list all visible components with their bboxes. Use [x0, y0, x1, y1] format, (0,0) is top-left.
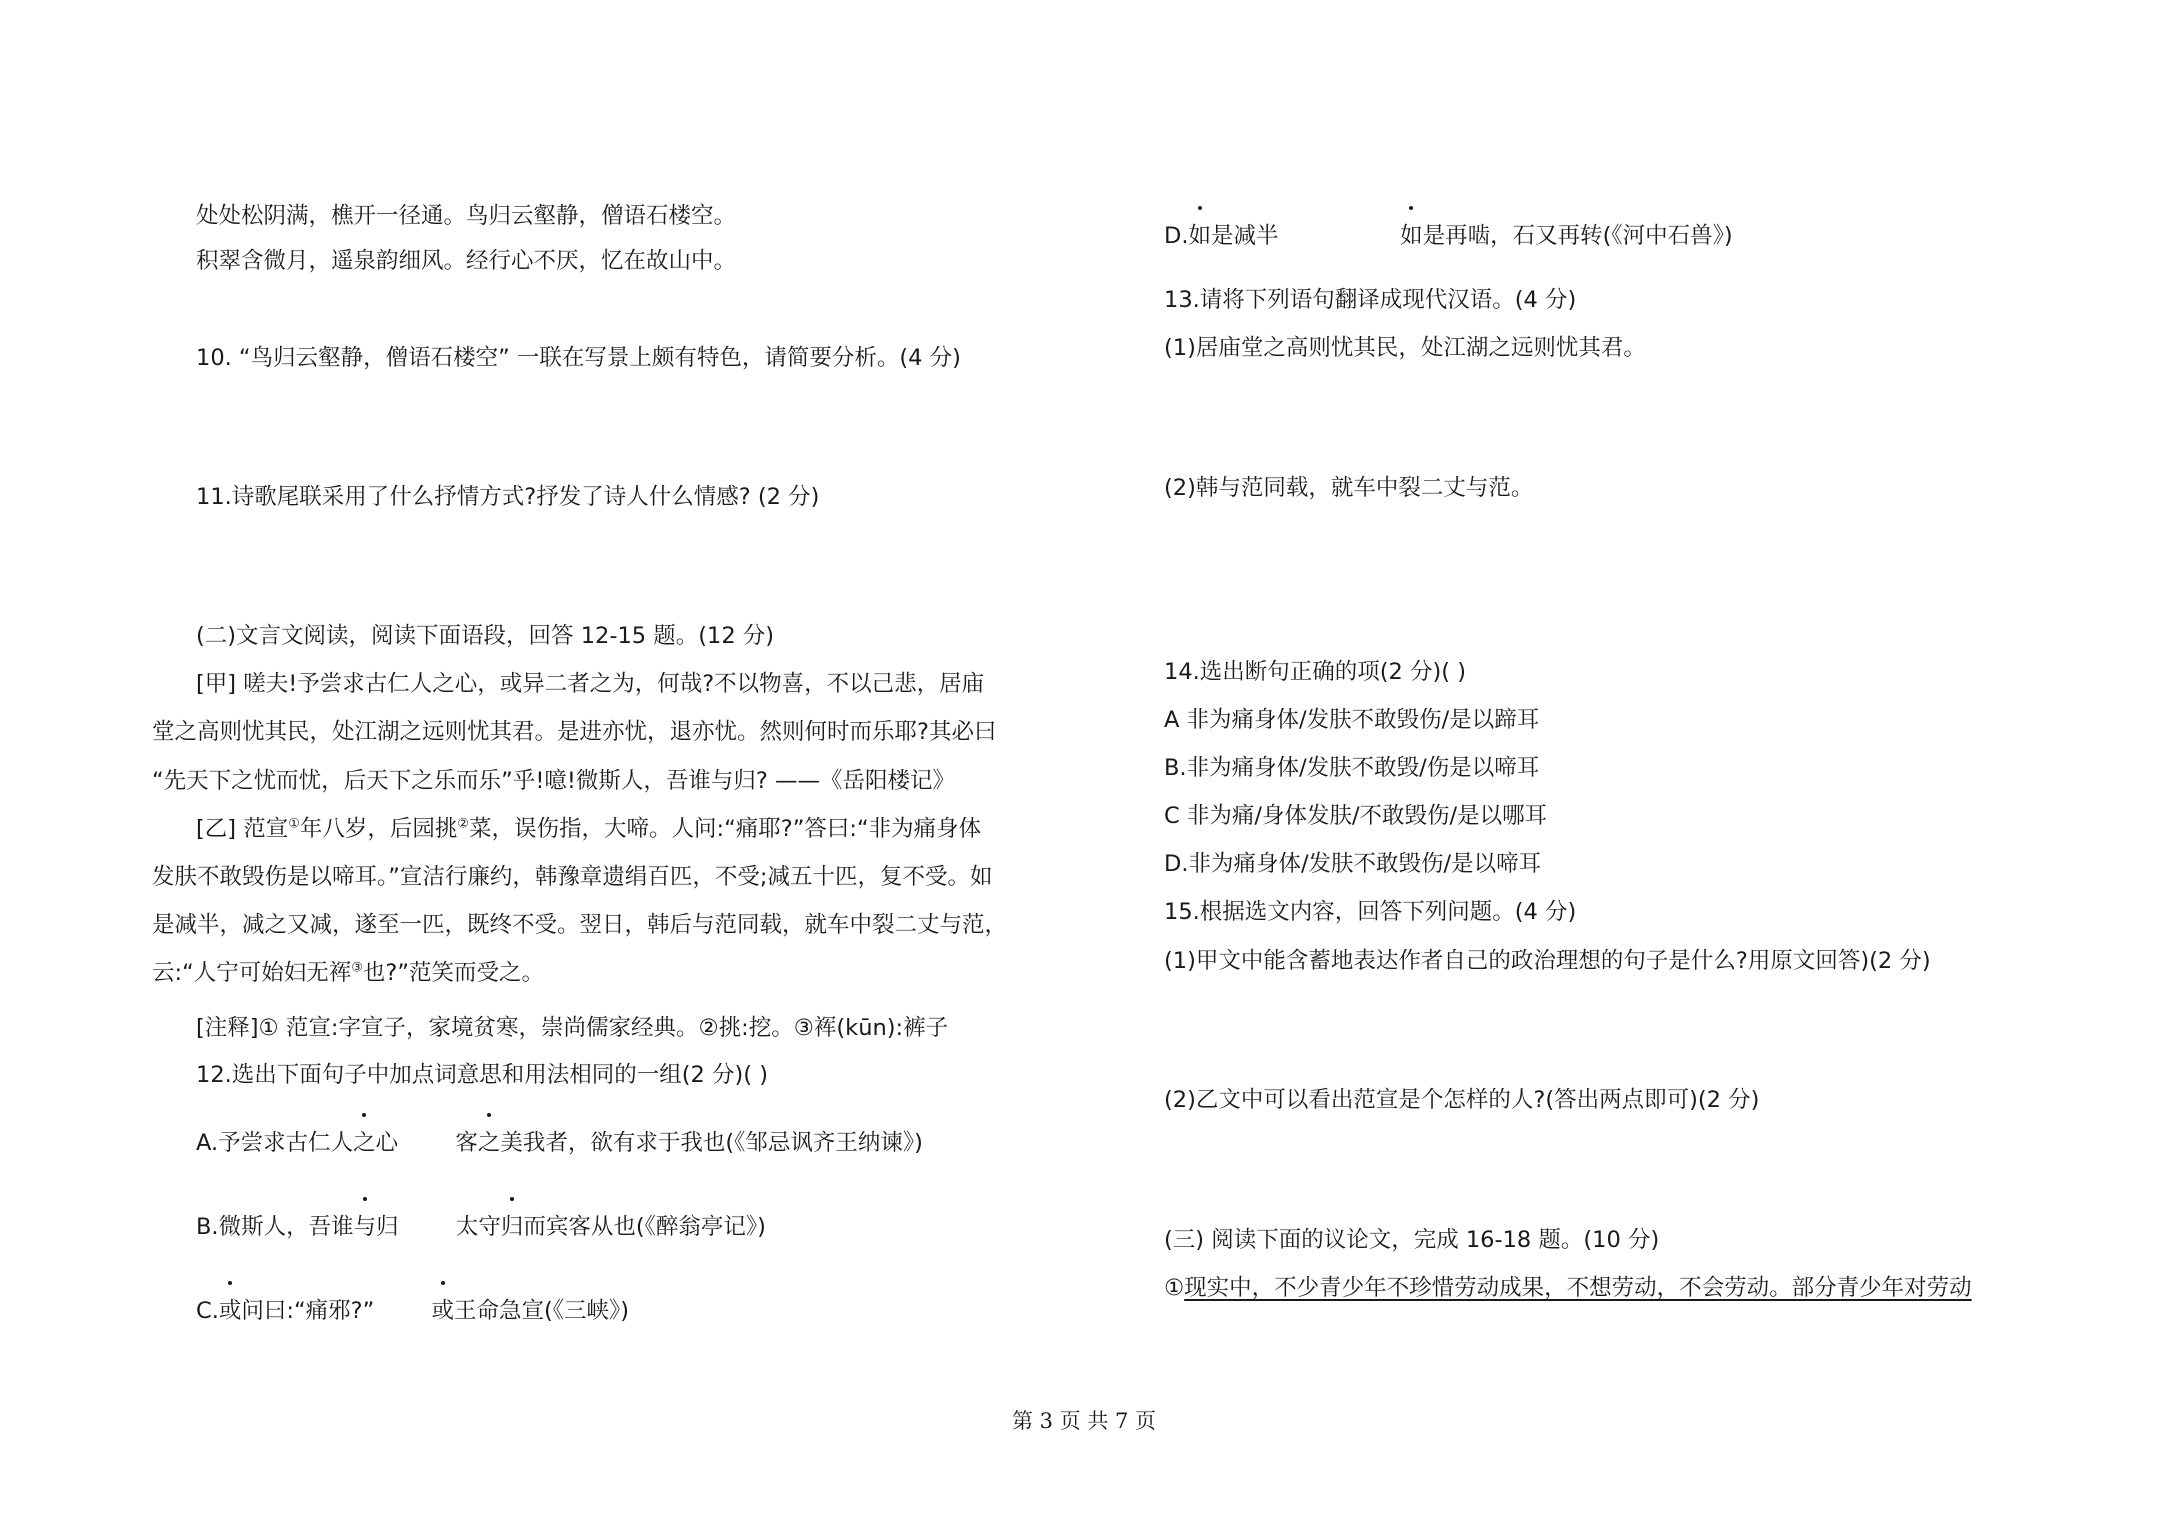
poem-line-1: 处处松阴满，樵开一径通。鸟归云壑静，僧语石楼空。 [196, 203, 737, 229]
question-14: 14.选出断句正确的项(2 分)( ) [1164, 659, 1467, 685]
passage-jia-line-2: 堂之高则忧其民，处江湖之远则忧其君。是进亦忧，退亦忧。然则何时而乐耶?其必曰 [152, 719, 997, 745]
passage-yi-line-4: 云:“人宁可始妇无裈③也?”范笑而受之。 [152, 960, 545, 986]
essay-paragraph-1: ①现实中，不少青少年不珍惜劳动成果，不想劳动，不会劳动。部分青少年对劳动 [1164, 1275, 1972, 1301]
emphasized-char: 如 [1400, 223, 1423, 249]
footnote-marker: ③ [351, 960, 363, 976]
emphasized-char: 或 [218, 1298, 242, 1324]
section-2-heading: (二)文言文阅读，阅读下面语段，回答 12-15 题。(12 分) [196, 623, 775, 649]
question-13-part-1: (1)居庙堂之高则忧其民，处江湖之远则忧其君。 [1164, 335, 1646, 361]
question-15-part-2: (2)乙文中可以看出范宣是个怎样的人?(答出两点即可)(2 分) [1164, 1087, 1760, 1113]
option-c: C.或问曰:“痛邪?” 或王命急宣(《三峡》) [196, 1298, 630, 1324]
question-15-part-1: (1)甲文中能含蓄地表达作者自己的政治理想的句子是什么?用原文回答)(2 分) [1164, 948, 1931, 974]
section-3-heading: (三) 阅读下面的议论文，完成 16-18 题。(10 分) [1164, 1227, 1660, 1253]
annotation-note: [注释]① 范宣:字宣子，家境贫寒，崇尚儒家经典。②挑:挖。③裈(kūn):裤子 [196, 1015, 949, 1041]
page-number: 第 3 页 共 7 页 [1011, 1409, 1157, 1433]
question-10: 10. “鸟归云壑静，僧语石楼空” 一联在写景上颇有特色，请简要分析。(4 分) [196, 345, 961, 371]
question-13: 13.请将下列语句翻译成现代汉语。(4 分) [1164, 287, 1577, 313]
question-15: 15.根据选文内容，回答下列问题。(4 分) [1164, 899, 1577, 925]
option-d: D.如是减半 如是再啮，石又再转(《河中石兽》) [1164, 223, 1733, 249]
question-14-option-b: B.非为痛身体/发肤不敢毁/伤是以啼耳 [1164, 755, 1540, 781]
emphasized-char: 归 [500, 1214, 524, 1240]
question-14-option-c: C 非为痛/身体发肤/不敢毁伤/是以哪耳 [1164, 803, 1548, 829]
emphasized-char: 与 [353, 1214, 377, 1240]
option-b: B.微斯人，吾谁与归 太守归而宾客从也(《醉翁亭记》) [196, 1214, 766, 1240]
passage-yi-line-2: 发肤不敢毁伤是以啼耳。”宣洁行廉约，韩豫章遗绢百匹，不受;减五十匹，复不受。如 [152, 864, 993, 890]
passage-jia-line-3: “先天下之忧而忧，后天下之乐而乐”乎!噫!微斯人，吾谁与归? ——《岳阳楼记》 [152, 768, 955, 794]
question-12: 12.选出下面句子中加点词意思和用法相同的一组(2 分)( ) [196, 1062, 769, 1088]
option-a: A.予尝求古仁人之心 客之美我者，欲有求于我也(《邹忌讽齐王纳谏》) [196, 1130, 923, 1156]
passage-jia-line-1: [甲] 嗟夫!予尝求古仁人之心，或异二者之为，何哉?不以物喜，不以己悲，居庙 [196, 671, 985, 697]
poem-line-2: 积翠含微月，遥泉韵细风。经行心不厌，忆在故山中。 [196, 248, 737, 274]
emphasized-char: 或 [431, 1298, 454, 1324]
emphasized-char: 之 [477, 1130, 501, 1156]
footnote-marker: ① [288, 816, 300, 832]
question-14-option-a: A 非为痛身体/发肤不敢毁伤/是以蹄耳 [1164, 707, 1540, 733]
passage-yi-line-1: [乙] 范宣①年八岁，后园挑②菜，误伤指，大啼。人问:“痛耶?”答曰:“非为痛身体 [196, 816, 982, 842]
emphasized-char: 之 [353, 1130, 376, 1156]
footnote-marker: ② [457, 816, 470, 832]
question-14-option-d: D.非为痛身体/发肤不敢毁伤/是以啼耳 [1164, 851, 1542, 877]
question-13-part-2: (2)韩与范同载，就车中裂二丈与范。 [1164, 475, 1534, 501]
passage-yi-line-3: 是减半，减之又减，遂至一匹，既终不受。翌日，韩后与范同载，就车中裂二丈与范， [152, 912, 1008, 938]
question-11: 11.诗歌尾联采用了什么抒情方式?抒发了诗人什么情感? (2 分) [196, 484, 820, 510]
emphasized-char: 如 [1188, 223, 1211, 249]
